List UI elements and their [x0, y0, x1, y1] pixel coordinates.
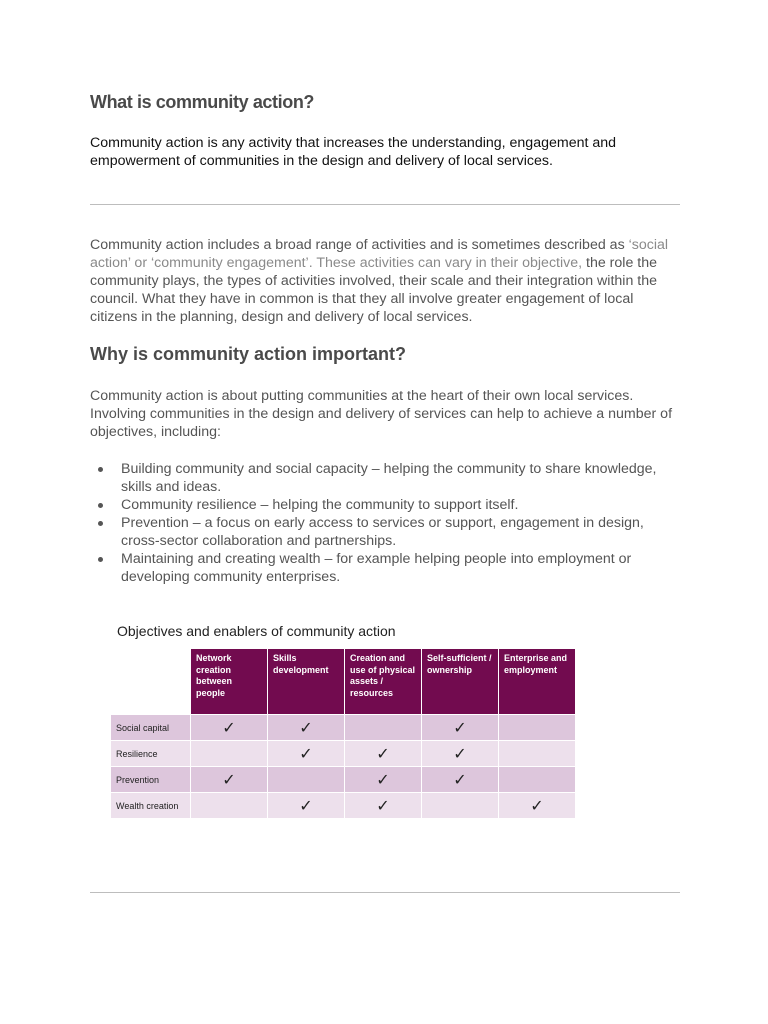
list-item	[90, 496, 680, 514]
description-paragraph	[90, 236, 680, 326]
checkmark-icon: ✓	[344, 766, 421, 792]
column-header: Creation and use of physical assets / resources	[344, 649, 421, 714]
empty-cell	[498, 714, 575, 740]
objectives-table	[111, 649, 575, 818]
row-label: Social capital	[111, 714, 190, 740]
table-row	[111, 766, 575, 792]
list-item-text: Prevention – a focus on early access to services or support, engagement in design, cross-sector collaboration and partnerships.	[121, 515, 644, 549]
divider	[90, 892, 680, 893]
checkmark-icon: ✓	[190, 766, 267, 792]
table-row	[111, 714, 575, 740]
empty-cell	[498, 766, 575, 792]
table-header-row	[111, 649, 575, 714]
column-header: Network creation between people	[190, 649, 267, 714]
checkmark-icon: ✓	[267, 714, 344, 740]
table-corner-cell	[111, 649, 190, 714]
checkmark-icon: ✓	[421, 714, 498, 740]
column-header: Self-sufficient / ownership	[421, 649, 498, 714]
column-header: Skills development	[267, 649, 344, 714]
list-item	[90, 514, 680, 550]
column-header: Enterprise and employment	[498, 649, 575, 714]
empty-cell	[190, 740, 267, 766]
paragraph-lead: Community action includes a broad range of activities and is sometimes described as	[90, 237, 629, 253]
paragraph-faded-line: ‘social action’ or ‘community engagement’. These activities can vary in their objective,	[90, 237, 669, 271]
row-label: Wealth creation	[111, 792, 190, 818]
empty-cell	[498, 740, 575, 766]
checkmark-icon: ✓	[190, 714, 267, 740]
table-row	[111, 740, 575, 766]
row-label: Prevention	[111, 766, 190, 792]
bullet-icon	[98, 557, 103, 562]
table-row	[111, 792, 575, 818]
row-label: Resilience	[111, 740, 190, 766]
list-item-text: Building community and social capacity – helping the community to share knowledge, skills and ideas.	[121, 461, 657, 495]
empty-cell	[421, 792, 498, 818]
paragraph-rest: the role the community plays, the types of activities involved, their scale and their integration within the council. What they have in common is that they all involve greater engagement of local citizens in the planning, design and delivery of local services.	[90, 255, 658, 325]
list-item-text: Community resilience – helping the community to support itself.	[121, 497, 519, 513]
bullet-icon	[98, 521, 103, 526]
table-title: Objectives and enablers of community action	[117, 623, 396, 639]
empty-cell	[344, 714, 421, 740]
intro-paragraph: Community action is any activity that increases the understanding, engagement and empowerment of communities in the design and delivery of local services.	[90, 135, 617, 169]
objectives-list	[90, 460, 680, 586]
bullet-icon	[98, 503, 103, 508]
bullet-icon	[98, 467, 103, 472]
heading-why-important: Why is community action important?	[90, 344, 407, 364]
checkmark-icon: ✓	[498, 792, 575, 818]
divider	[90, 204, 680, 205]
checkmark-icon: ✓	[267, 792, 344, 818]
importance-paragraph: Community action is about putting communities at the heart of their own local services. Involving communities in the design and delivery of services can help to achieve a number of objectives, including:	[90, 388, 673, 440]
checkmark-icon: ✓	[421, 740, 498, 766]
empty-cell	[190, 792, 267, 818]
list-item-text: Maintaining and creating wealth – for example helping people into employment or developing community enterprises.	[121, 551, 632, 585]
checkmark-icon: ✓	[344, 740, 421, 766]
empty-cell	[267, 766, 344, 792]
list-item	[90, 460, 680, 496]
checkmark-icon: ✓	[267, 740, 344, 766]
checkmark-icon: ✓	[421, 766, 498, 792]
checkmark-icon: ✓	[344, 792, 421, 818]
list-item	[90, 550, 680, 586]
heading-what-is-community-action: What is community action?	[90, 92, 315, 112]
